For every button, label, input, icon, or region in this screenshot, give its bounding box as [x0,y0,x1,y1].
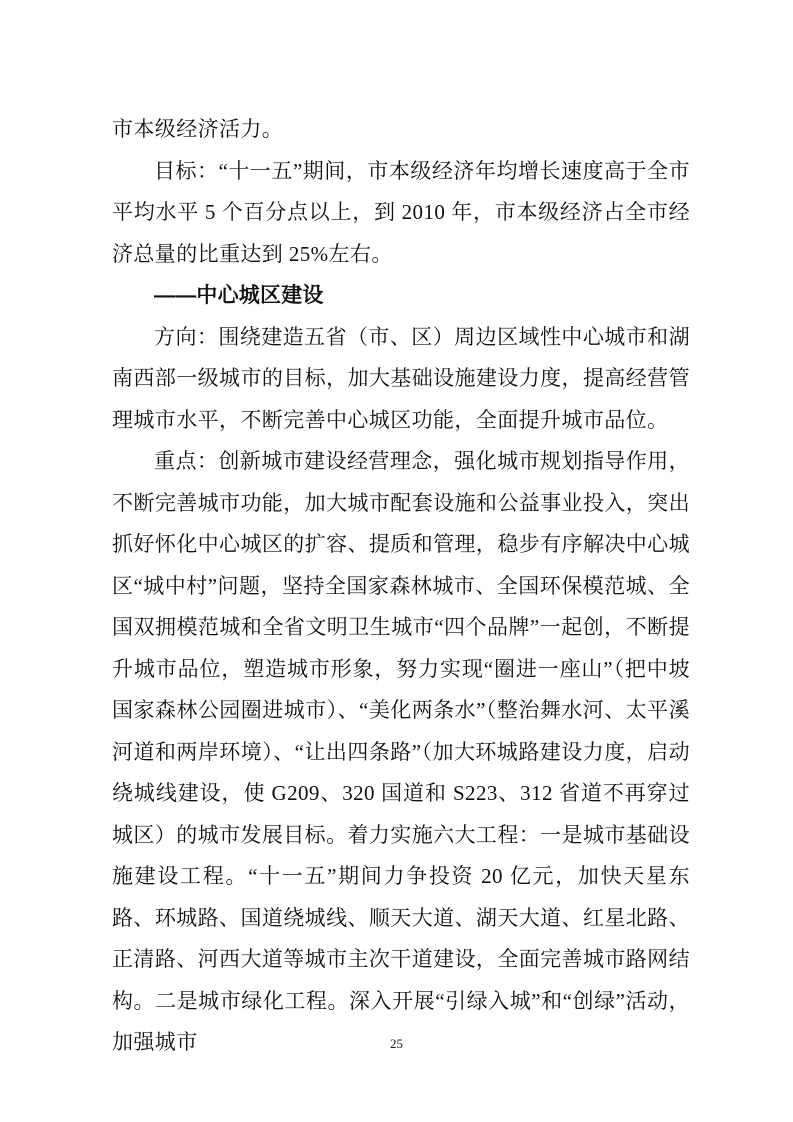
document-body [112,109,690,1064]
paragraph-direction: 方向：围绕建造五省（市、区）周边区域性中心城市和湖南西部一级城市的目标，加大基础设施建设力度，提高经营管理城市水平，不断完善中心城区功能，全面提升城市品位。 [112,324,690,432]
page-number: 25 [390,1036,403,1051]
paragraph-continuation: 市本级经济活力。 [112,117,284,141]
section-heading-central-city-construction: ——中心城区建设 [154,284,324,307]
paragraph-goal: 目标：“十一五”期间，市本级经济年均增长速度高于全市平均水平 5 个百分点以上，到 2010 年，市本级经济占全市经济总量的比重达到 25%左右。 [112,158,690,266]
paragraph-key-points: 重点：创新城市建设经营理念，强化城市规划指导作用，不断完善城市功能，加大城市配套设施和公益事业投入，突出抓好怀化中心城区的扩容、提质和管理，稳步有序解决中心城区“城中村”问题，坚持全国家森林城市、全国环保模范城、全国双拥模范城和全省文明卫生城市“四个品牌”一起创，不断提升城市品位，塑造城市形象，努力实现“圈进一座山”（把中坡国家森林公园圈进城市）、“美化两条水”（整治舞水河、太平溪河道和两岸环境）、“让出四条路”（加大环城路建设力度，启动绕城线建设，使 G209、320 国道和 S223、312 省道不再穿过城区）的城市发展目标。着力实施六大工程：一是城市基础设施建设工程。“十一五”期间力争投资 20 亿元，加快天星东路、环城路、国道绕城线、顺天大道、湖天大道、红星北路、正清路、河西大道等城市主次干道建设，全面完善城市路网结构。二是城市绿化工程。深入开展“引绿入城”和“创绿”活动，加强城市 [112,449,690,1054]
